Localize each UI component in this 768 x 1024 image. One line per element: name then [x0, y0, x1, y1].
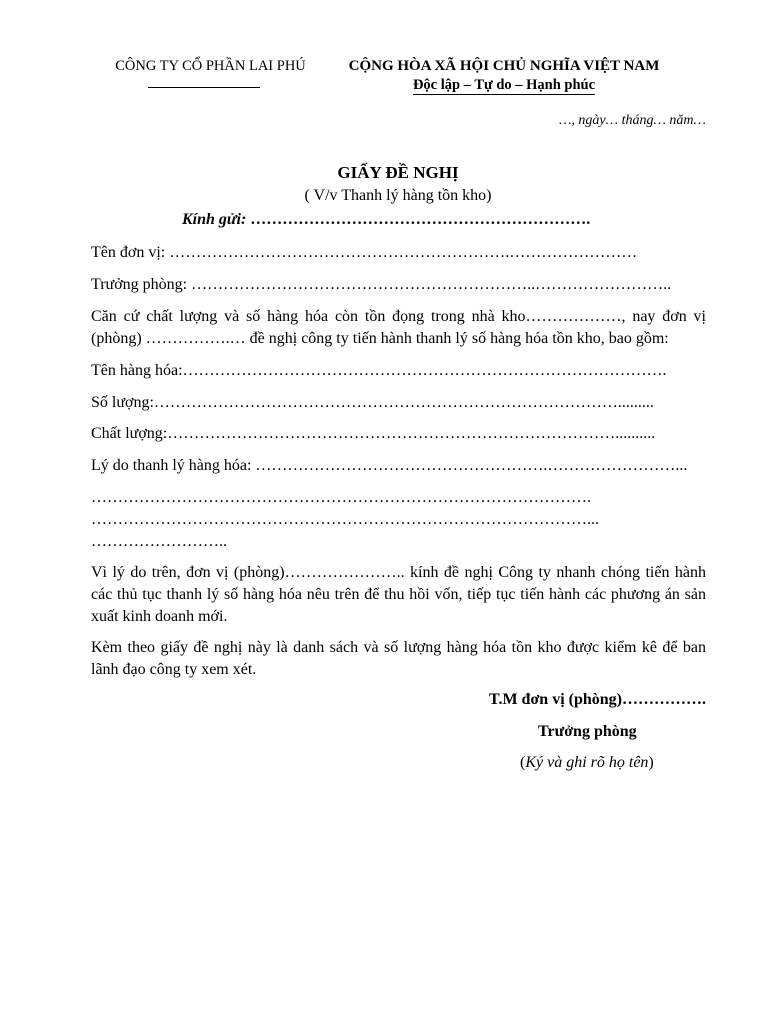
- goods-name-field: Tên hàng hóa:……………………………………………………………………………….: [91, 362, 667, 379]
- national-motto: [300, 77, 708, 94]
- signature-note: [520, 754, 654, 772]
- signature-note-open: (: [520, 754, 526, 771]
- date-line: …, ngày… tháng… năm…: [558, 113, 706, 128]
- signature-unit-line: T.M đơn vị (phòng)…………….: [488, 691, 706, 708]
- signature-role: Trưởng phòng: [538, 723, 637, 740]
- company-name: CÔNG TY CỔ PHẦN LAI PHÚ: [115, 58, 306, 74]
- document-subtitle: ( V/v Thanh lý hàng tồn kho): [304, 187, 492, 204]
- blank-line-1: ………………………………………………………………………………….: [91, 489, 591, 506]
- request-paragraph: Vì lý do trên, đơn vị (phòng)………………….. kính đề nghị Công ty nhanh chóng tiến hành các thủ tục thanh lý số hàng hóa nêu trên để thu hồi vốn, tiếp tục tiến hành các phương án sản xuất kinh doanh mới.: [91, 564, 706, 625]
- quality-field: Chất lượng:…………………………………………………………………………..........: [91, 425, 656, 442]
- quantity-field: Số lượng:…………………………………………………………………………….........: [91, 394, 654, 411]
- reason-field: Lý do thanh lý hàng hóa: ……………………………………………….……………………...: [91, 457, 688, 474]
- blank-line-3: ……………………..: [91, 533, 227, 550]
- attachment-paragraph: Kèm theo giấy đề nghị này là danh sách và số lượng hàng hóa tồn kho được kiểm kê để ban lãnh đạo công ty xem xét.: [91, 639, 706, 678]
- signature-note-close: ): [648, 754, 654, 771]
- basis-paragraph: Căn cứ chất lượng và số hàng hóa còn tồn đọng trong nhà kho………………, nay đơn vị (phòng) …………….… đề nghị công ty tiến hành thanh lý số hàng hóa tồn kho, bao gồm:: [91, 308, 706, 347]
- signature-note-text: Ký và ghi rõ họ tên: [525, 754, 649, 771]
- company-underline: [148, 87, 260, 88]
- recipient-dots: ……………………………………………………….: [246, 211, 591, 228]
- document-title: GIẤY ĐỀ NGHỊ: [337, 163, 459, 182]
- blank-line-2: …………………………………………………………………………………...: [91, 511, 599, 528]
- nation-heading: CỘNG HÒA XÃ HỘI CHỦ NGHĨA VIỆT NAM: [348, 58, 660, 74]
- motto-text: Độc lập – Tự do – Hạnh phúc: [412, 77, 596, 93]
- department-head-field: Trưởng phòng: ………………………………………………………..……………………..: [91, 276, 672, 293]
- recipient-line: [182, 211, 590, 229]
- unit-name-field: Tên đơn vị: ……………………………………………………….……………………: [91, 244, 638, 261]
- recipient-label: Kính gửi:: [182, 211, 247, 228]
